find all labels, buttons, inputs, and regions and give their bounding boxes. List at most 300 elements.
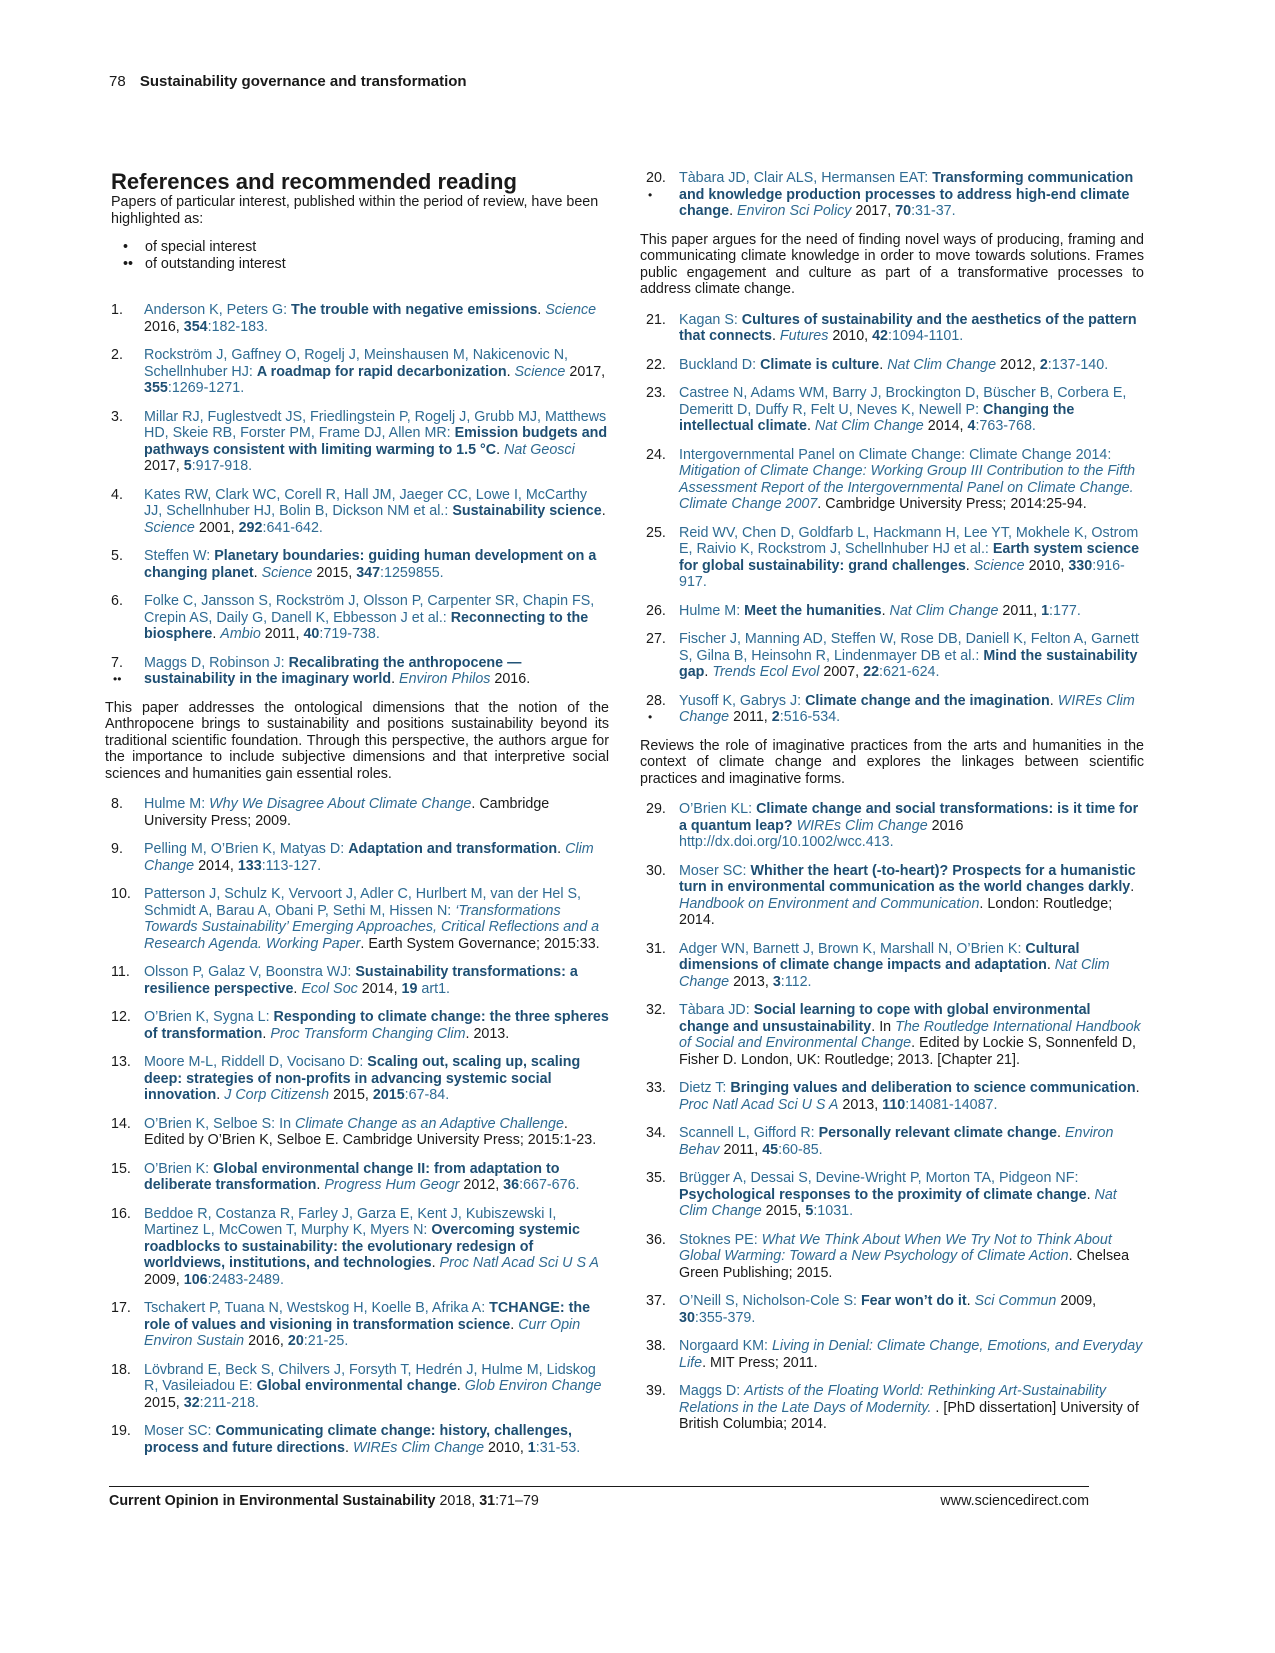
reference-title: Cultural dimensions of climate change impacts and adaptation: [679, 940, 1080, 973]
reference-title: Sustainability science: [452, 503, 602, 519]
reference-title: The trouble with negative emissions: [291, 302, 538, 318]
reference-pages[interactable]: http://dx.doi.org/10.1002/wcc.413.: [679, 834, 894, 850]
reference-number: 26.: [646, 602, 666, 619]
reference-number: 22.: [646, 356, 666, 373]
reference-entry: [111, 1423, 609, 1456]
reference-volume: 110: [882, 1096, 906, 1113]
reference-authors: Tàbara JD, Clair ALS, Hermansen EAT:: [679, 170, 933, 186]
footer-website: www.sciencedirect.com: [940, 1493, 1089, 1509]
reference-volume: 1: [527, 1439, 536, 1456]
reference-entry: [111, 1116, 609, 1149]
reference-pages: :355-379.: [694, 1309, 756, 1326]
reference-pages: :177.: [1049, 602, 1081, 619]
reference-journal: Climate Change as an Adaptive Challenge: [295, 1115, 564, 1132]
reference-title: Cultures of sustainability and the aesthetics of the pattern that connects: [679, 311, 1137, 344]
reference-authors: Beddoe R, Costanza R, Farley J, Garza E, Kent J, Kubiszewski I, Martinez L, McCowen T, Murphy K, Myers N:: [144, 1205, 557, 1238]
legend-item: [123, 239, 609, 256]
reference-pages: :667-676.: [519, 1177, 580, 1193]
reference-number: 12.: [111, 1009, 131, 1025]
reference-entry: [111, 548, 609, 581]
reference-journal: Nat Clim Change: [679, 1186, 1117, 1219]
reference-year: 2007,: [819, 664, 864, 680]
reference-title: Climate is culture: [760, 356, 880, 373]
reference-number: 15.: [111, 1160, 131, 1177]
reference-title: Changing the intellectual climate: [679, 401, 1075, 434]
reference-volume: 3: [772, 973, 781, 990]
reference-journal: Proc Natl Acad Sci U S A: [439, 1255, 599, 1271]
interest-marker: •: [648, 187, 653, 202]
reference-journal: Futures: [779, 328, 829, 344]
reference-separator: .: [262, 1025, 271, 1042]
reference-separator: .: [345, 1439, 353, 1456]
reference-separator: .: [1046, 957, 1055, 973]
reference-number: 23.: [646, 385, 666, 401]
reference-journal: Nat Clim Change: [814, 418, 924, 434]
reference-authors: Scannell L, Gifford R:: [679, 1125, 819, 1141]
reference-number: 16.: [111, 1205, 131, 1222]
reference-volume: 347: [356, 564, 381, 581]
reference-title: A roadmap for rapid decarbonization: [256, 363, 507, 380]
reference-year: . Edited by Lockie S, Sonnenfeld D, Fisher D. London, UK: Routledge; 2013. [Chapter 21].: [679, 1035, 1136, 1068]
reference-entry: [646, 357, 1144, 374]
reference-authors: Steffen W:: [144, 548, 215, 564]
reference-entry: [111, 302, 609, 335]
reference-year: 2014,: [923, 418, 968, 434]
reference-pages: :14081-14087.: [905, 1096, 998, 1113]
reference-entry: [111, 1054, 609, 1104]
reference-pages: :67-84.: [404, 1087, 450, 1103]
reference-entry: [646, 1293, 1144, 1326]
running-title: Sustainability governance and transformation: [139, 73, 467, 90]
reference-journal: WIREs Clim Change: [352, 1439, 485, 1456]
reference-number: 1.: [111, 302, 123, 318]
reference-authors: Castree N, Adams WM, Barry J, Brockington D, Büscher B, Corbera E, Demeritt D, Duffy R, Felt U, Neves K, Newell P:: [679, 385, 1127, 418]
reference-number: 19.: [111, 1423, 131, 1439]
reference-separator: .: [456, 1378, 465, 1394]
reference-number: 13.: [111, 1054, 131, 1070]
reference-separator: .: [1057, 1125, 1065, 1141]
reference-journal: Proc Natl Acad Sci U S A: [679, 1096, 839, 1113]
reference-authors: Olsson P, Galaz V, Boonstra WJ:: [144, 964, 356, 980]
reference-authors: Lövbrand E, Beck S, Chilvers J, Forsyth T, Hedrén J, Hulme M, Lidskog R, Vasileiadou E:: [144, 1361, 596, 1394]
reference-number: 32.: [646, 1002, 666, 1018]
legend-marker: ••: [123, 255, 134, 272]
reference-entry: [111, 487, 609, 537]
reference-separator: .: [806, 418, 815, 434]
reference-volume: 354: [183, 318, 208, 335]
reference-authors: Stoknes PE:: [679, 1231, 762, 1248]
reference-title: Recalibrating the anthropocene — sustainability in the imaginary world: [144, 654, 522, 687]
reference-authors: Fischer J, Manning AD, Steffen W, Rose DB, Daniell K, Felton A, Garnett S, Gilna B, Heinsohn R, Lindenmayer DB et al.:: [679, 631, 1139, 664]
reference-separator: .: [212, 626, 221, 642]
reference-authors: Moore M-L, Riddell D, Vocisano D:: [144, 1054, 368, 1070]
reference-entry: [646, 447, 1144, 513]
reference-year: . Cambridge University Press; 2009.: [144, 796, 550, 829]
reference-number: 39.: [646, 1383, 666, 1399]
reference-separator: .: [771, 328, 780, 344]
reference-number: 20.: [646, 170, 666, 186]
reference-authors: Millar RJ, Fuglestvedt JS, Friedlingstein P, Rogelj J, Grubb MJ, Matthews HD, Skeie RB, Forster PM, Frame DJ, Allen MR:: [144, 408, 607, 441]
reference-volume: 70: [895, 203, 912, 219]
reference-number: 27.: [646, 631, 666, 647]
reference-pages: :211-218.: [199, 1394, 260, 1411]
reference-separator: .: [1130, 879, 1135, 895]
reference-title: Global environmental change II: from adaptation to deliberate transformation: [144, 1160, 560, 1193]
reference-pages: :641-642.: [262, 519, 323, 536]
reference-authors: Patterson J, Schulz K, Vervoort J, Adler C, Hurlbert M, van der Hel S, Schmidt A, Barau A, Obani P, Sethi M, Hissen N:: [144, 886, 582, 919]
reference-journal: Ecol Soc: [301, 980, 358, 997]
reference-journal: WIREs Clim Change: [796, 817, 928, 834]
intro-text: Papers of particular interest, published within the period of review, have been highlighted as:: [111, 194, 599, 227]
reference-pages: :1259855.: [380, 564, 444, 581]
reference-year: . Chelsea Green Publishing; 2015.: [679, 1248, 1130, 1281]
reference-journal: Progress Hum Geogr: [324, 1177, 460, 1193]
reference-entry: [111, 655, 609, 688]
reference-separator: . In: [871, 1018, 896, 1035]
reference-journal: ‘Transformations Towards Sustainability’ Emerging Approaches, Critical Reflections and a Research Agenda. Working Paper: [144, 902, 600, 952]
reference-journal: Environ Sci Policy: [737, 203, 852, 219]
interest-marker: •: [648, 710, 653, 724]
reference-separator: .: [293, 980, 302, 997]
reference-number: 5.: [111, 548, 123, 564]
reference-journal: J Corp Citizensh: [224, 1087, 330, 1103]
reference-pages: art1.: [417, 980, 451, 997]
reference-entry: [646, 1002, 1144, 1068]
reference-title: Climate change and social transformations: is it time for a quantum leap?: [679, 801, 1139, 834]
reference-entry: [646, 312, 1144, 345]
reference-separator: .: [557, 841, 566, 857]
interest-legend: [123, 239, 609, 272]
reference-authors: Norgaard KM:: [679, 1338, 772, 1354]
reference-pages: :916-917.: [679, 557, 1125, 590]
reference-separator: .: [966, 1293, 975, 1309]
reference-year: . Edited by O’Brien K, Selboe E. Cambridge University Press; 2015:1-23.: [144, 1115, 597, 1148]
legend-label: of special interest: [145, 239, 257, 255]
reference-authors: Anderson K, Peters G:: [144, 302, 292, 318]
reference-year: 2016,: [244, 1333, 288, 1349]
reference-volume: 5: [805, 1203, 814, 1219]
reference-year: 2017,: [851, 203, 896, 219]
reference-year: 2016,: [144, 318, 184, 335]
reference-entry: [111, 1300, 609, 1350]
reference-number: 34.: [646, 1125, 666, 1141]
reference-volume: 2: [771, 709, 780, 725]
reference-pages: :516-534.: [779, 709, 841, 725]
reference-authors: Intergovernmental Panel on Climate Change: Climate Change 2014:: [679, 446, 1112, 463]
reference-authors: Tàbara JD:: [679, 1002, 754, 1018]
left-column: [105, 169, 609, 1468]
legend-marker: •: [123, 239, 129, 255]
reference-year: . MIT Press; 2011.: [702, 1354, 818, 1371]
reference-separator: .: [537, 302, 546, 318]
reference-year: 2016: [927, 817, 964, 834]
reference-authors: Dietz T:: [679, 1080, 731, 1096]
reference-title: Adaptation and transformation: [348, 841, 558, 857]
reference-separator: .: [729, 203, 738, 219]
reference-title: Social learning to cope with global environmental change and unsustainability: [679, 1002, 1091, 1035]
reference-year: 2011,: [729, 709, 772, 725]
reference-number: 10.: [111, 886, 131, 902]
reference-authors: O’Brien K:: [144, 1160, 214, 1177]
reference-year: 2013,: [729, 973, 773, 990]
reference-pages: :60-85.: [778, 1141, 823, 1158]
reference-year: . Cambridge University Press; 2014:25-94.: [817, 496, 1087, 512]
reference-authors: Kagan S:: [679, 311, 742, 328]
reference-number: 28.: [646, 692, 666, 709]
reference-number: 37.: [646, 1293, 666, 1309]
reference-volume: 42: [872, 328, 889, 344]
reference-year: . 2013.: [465, 1025, 510, 1042]
reference-authors: Rockström J, Gaffney O, Rogelj J, Meinshausen M, Nakicenovic N, Schellnhuber HJ:: [144, 347, 569, 380]
reference-separator: .: [881, 602, 890, 619]
footer-citation: [109, 1493, 539, 1509]
reference-year: 2015,: [144, 1394, 184, 1411]
reference-volume: 133: [237, 857, 262, 874]
reference-number: 2.: [111, 347, 123, 363]
reference-pages: :719-738.: [319, 626, 380, 642]
reference-volume: 45: [762, 1141, 779, 1158]
reference-journal: Environ Behav: [679, 1125, 1114, 1158]
reference-title: Reconnecting to the biosphere: [144, 609, 589, 642]
reference-volume: 22: [863, 664, 880, 680]
reference-number: 38.: [646, 1338, 666, 1354]
reference-title: Communicating climate change: history, challenges, process and future directions: [144, 1423, 572, 1456]
reference-separator: .: [879, 356, 888, 373]
reference-authors: O’Brien K, Sygna L:: [144, 1009, 274, 1025]
reference-number: 14.: [111, 1115, 131, 1132]
reference-volume: 355: [144, 380, 168, 396]
reference-separator: .: [510, 1316, 519, 1333]
reference-volume: 2: [1039, 356, 1048, 373]
reference-number: 33.: [646, 1080, 666, 1096]
reference-title: Personally relevant climate change: [818, 1125, 1058, 1141]
reference-volume: 330: [1068, 557, 1093, 574]
reference-separator: .: [506, 363, 515, 380]
reference-separator: .: [431, 1255, 440, 1271]
reference-title: Fear won’t do it: [860, 1293, 967, 1309]
reference-number: 36.: [646, 1231, 666, 1248]
reference-year: 2013,: [838, 1096, 883, 1113]
reference-journal: Glob Environ Change: [464, 1378, 602, 1394]
reference-journal: Science: [261, 564, 313, 581]
reference-authors: Kates RW, Clark WC, Corell R, Hall JM, Jaeger CC, Lowe I, McCarthy JJ, Schellnhuber HJ, Bolin B, Dickson NM et al.:: [144, 486, 588, 519]
legend-label: of outstanding interest: [145, 255, 286, 272]
reference-title: Mind the sustainability gap: [679, 647, 1138, 680]
section-title: References and recommended reading: [111, 169, 517, 194]
reference-volume: 40: [303, 626, 320, 642]
reference-journal: Handbook on Environment and Communication: [679, 895, 980, 912]
reference-entry: [111, 593, 609, 643]
reference-entry: [111, 1362, 609, 1412]
reference-authors: Buckland D:: [679, 356, 761, 373]
reference-journal: Ambio: [220, 626, 261, 642]
reference-title: Global environmental change: [256, 1378, 457, 1394]
reference-authors: Moser SC:: [679, 862, 751, 879]
reference-entry: [111, 1009, 609, 1042]
reference-entry: [646, 941, 1144, 991]
reference-year: 2017,: [144, 458, 184, 474]
reference-number: 9.: [111, 841, 123, 857]
reference-annotation: This paper addresses the ontological dimensions that the notion of the Anthropocene brings to sustainability and positions sustainability beyond its traditional scientific foundation. Through this perspective, the authors argue for the importance to include subjective dimensions and that interpretive social sciences and humanities gain essential roles.: [105, 699, 609, 782]
reference-journal: Sci Commun: [974, 1293, 1057, 1309]
reference-volume: 19: [401, 980, 418, 997]
reference-list-left: [105, 302, 609, 1456]
reference-volume: 32: [183, 1394, 200, 1411]
reference-journal: Nat Clim Change: [887, 356, 997, 373]
reference-year: 2010,: [1024, 557, 1069, 574]
reference-title: Transforming communication and knowledge production processes to address high-end climate change: [679, 170, 1134, 219]
reference-entry: [111, 1161, 609, 1194]
reference-year: 2010,: [828, 328, 873, 344]
reference-annotation: This paper argues for the need of finding novel ways of producing, framing and communicating climate knowledge in order to move towards solutions. Frames public engagement and culture as part of a transformative processes to address climate change.: [640, 231, 1144, 297]
reference-year: . London: Routledge; 2014.: [679, 895, 1113, 928]
footer-journal: Current Opinion in Environmental Sustainability: [109, 1493, 436, 1509]
reference-year: 2015,: [329, 1087, 373, 1103]
reference-number: 24.: [646, 446, 666, 463]
reference-year: 2012,: [996, 356, 1040, 373]
reference-journal: Trends Ecol Evol: [712, 664, 820, 680]
reference-number: 35.: [646, 1170, 666, 1186]
reference-authors: Adger WN, Barnett J, Brown K, Marshall N, O’Brien K:: [679, 940, 1026, 957]
reference-title: Whither the heart (-to-heart)? Prospects for a humanistic turn in environmental communication as the world changes darkly: [679, 862, 1136, 895]
reference-separator: .: [1049, 692, 1058, 709]
reference-volume: 106: [183, 1271, 208, 1288]
reference-journal: WIREs Clim Change: [679, 692, 1135, 725]
reference-journal: Environ Philos: [399, 671, 491, 687]
reference-journal: Mitigation of Climate Change: Working Group III Contribution to the Fifth Assessment Report of the Intergovernmental Panel on Climate Change. Climate Change 2007: [679, 463, 1136, 512]
reference-authors: Moser SC:: [144, 1423, 216, 1439]
reference-pages: :1031.: [813, 1203, 854, 1219]
reference-year: 2010,: [484, 1439, 528, 1456]
reference-separator: .: [216, 1087, 225, 1103]
reference-number: 7.: [111, 654, 123, 671]
reference-entry: [111, 841, 609, 874]
reference-year: 2009,: [1056, 1293, 1097, 1309]
reference-volume: 5: [183, 458, 192, 474]
reference-title: Psychological responses to the proximity of climate change: [679, 1186, 1087, 1203]
reference-pages: :112.: [780, 973, 812, 990]
reference-volume: 1: [1041, 602, 1050, 619]
reference-number: 21.: [646, 311, 666, 328]
reference-title: Responding to climate change: the three spheres of transformation: [144, 1009, 609, 1042]
reference-authors: Reid WV, Chen D, Goldfarb L, Hackmann H, Lee YT, Mokhele K, Ostrom E, Raivio K, Rockstrom J, Schellnhuber HJ et al.:: [679, 524, 1139, 557]
reference-separator: .: [704, 664, 713, 680]
reference-entry: [646, 1383, 1144, 1433]
reference-number: 11.: [111, 964, 130, 980]
reference-entry: [646, 603, 1144, 620]
reference-separator: .: [965, 557, 974, 574]
interest-marker: ••: [113, 672, 122, 686]
reference-year: 2011,: [998, 602, 1042, 619]
reference-pages: :21-25.: [303, 1333, 349, 1349]
reference-entry: [111, 964, 609, 997]
reference-separator: .: [1135, 1080, 1140, 1096]
reference-authors: Maggs D:: [679, 1383, 745, 1399]
reference-entry: [646, 631, 1144, 681]
page-number: 78: [109, 73, 126, 90]
reference-number: 18.: [111, 1361, 131, 1378]
reference-entry: [646, 1170, 1144, 1220]
reference-year: 2011,: [260, 626, 304, 642]
reference-year: 2014,: [194, 857, 238, 874]
reference-pages: :917-918.: [191, 458, 253, 474]
reference-year: 2001,: [194, 519, 239, 536]
reference-entry: [646, 693, 1144, 726]
reference-pages: :621-624.: [879, 664, 940, 680]
reference-pages: :137-140.: [1047, 356, 1109, 373]
reference-pages: :2483-2489.: [207, 1271, 284, 1288]
reference-volume: 292: [238, 519, 263, 536]
reference-separator: .: [253, 564, 262, 581]
reference-number: 6.: [111, 593, 123, 609]
reference-volume: 30: [679, 1309, 695, 1326]
reference-number: 17.: [111, 1300, 131, 1316]
reference-journal: Why We Disagree About Climate Change: [209, 796, 472, 812]
reference-list-right: [640, 170, 1144, 1433]
reference-journal: Science: [545, 302, 597, 318]
reference-title: Meet the humanities: [744, 602, 882, 619]
reference-separator: .: [496, 441, 505, 458]
right-column: [640, 170, 1144, 1445]
reference-pages: :1094-1101.: [888, 328, 964, 344]
reference-journal: Nat Clim Change: [679, 957, 1110, 990]
reference-year: 2009,: [144, 1271, 184, 1288]
reference-volume: 20: [287, 1333, 304, 1349]
reference-authors: Pelling M, O’Brien K, Matyas D:: [144, 841, 349, 857]
reference-entry: [111, 409, 609, 475]
reference-pages: :763-768.: [975, 418, 1036, 434]
reference-authors: Tschakert P, Tuana N, Westskog H, Koelle B, Afrika A:: [144, 1300, 490, 1316]
reference-pages: :182-183.: [207, 318, 269, 335]
reference-separator: .: [1086, 1186, 1095, 1203]
footer-volume: 31: [479, 1493, 496, 1509]
reference-number: 3.: [111, 408, 123, 425]
reference-year: 2016.: [490, 671, 531, 687]
reference-entry: [646, 525, 1144, 591]
reference-journal: Nat Geosci: [504, 441, 575, 458]
reference-entry: [646, 1125, 1144, 1158]
reference-journal: What We Think About When We Try Not to Think About Global Warming: Toward a New Psychology of Climate Action: [679, 1231, 1112, 1264]
reference-authors: O’Brien KL:: [679, 801, 757, 817]
reference-pages: :113-127.: [261, 857, 322, 874]
reference-volume: 2015: [372, 1087, 405, 1103]
reference-journal: Artists of the Floating World: Rethinking Art-Sustainability Relations in the Late Days of Modernity.: [679, 1383, 1106, 1416]
reference-entry: [111, 347, 609, 397]
reference-title: Planetary boundaries: guiding human development on a changing planet: [144, 548, 597, 581]
reference-pages: :31-53.: [535, 1439, 581, 1456]
reference-journal: Clim Change: [144, 841, 594, 874]
reference-year: 2011,: [719, 1141, 763, 1158]
reference-authors: Folke C, Jansson S, Rockström J, Olsson P, Carpenter SR, Chapin FS, Crepin AS, Daily G, Danell K, Ebbesson J et al.:: [144, 593, 595, 626]
reference-entry: [646, 863, 1144, 929]
reference-separator: .: [601, 503, 606, 519]
reference-entry: [646, 1080, 1144, 1113]
reference-authors: Hulme M:: [144, 796, 210, 812]
reference-authors: O’Neill S, Nicholson-Cole S:: [679, 1293, 861, 1309]
reference-title: Sustainability transformations: a resilience perspective: [144, 964, 578, 997]
reference-volume: 36: [503, 1177, 520, 1193]
reference-journal: Nat Clim Change: [889, 602, 999, 619]
reference-journal: Science: [973, 557, 1025, 574]
reference-year: 2012,: [459, 1177, 504, 1193]
reference-entry: [111, 796, 609, 829]
reference-number: 30.: [646, 862, 666, 879]
reference-number: 25.: [646, 524, 666, 541]
reference-journal: Proc Transform Changing Clim: [270, 1025, 466, 1042]
reference-title: Bringing values and deliberation to science communication: [730, 1080, 1136, 1096]
reference-authors: Yusoff K, Gabrys J:: [679, 692, 806, 709]
reference-entry: [111, 1206, 609, 1289]
